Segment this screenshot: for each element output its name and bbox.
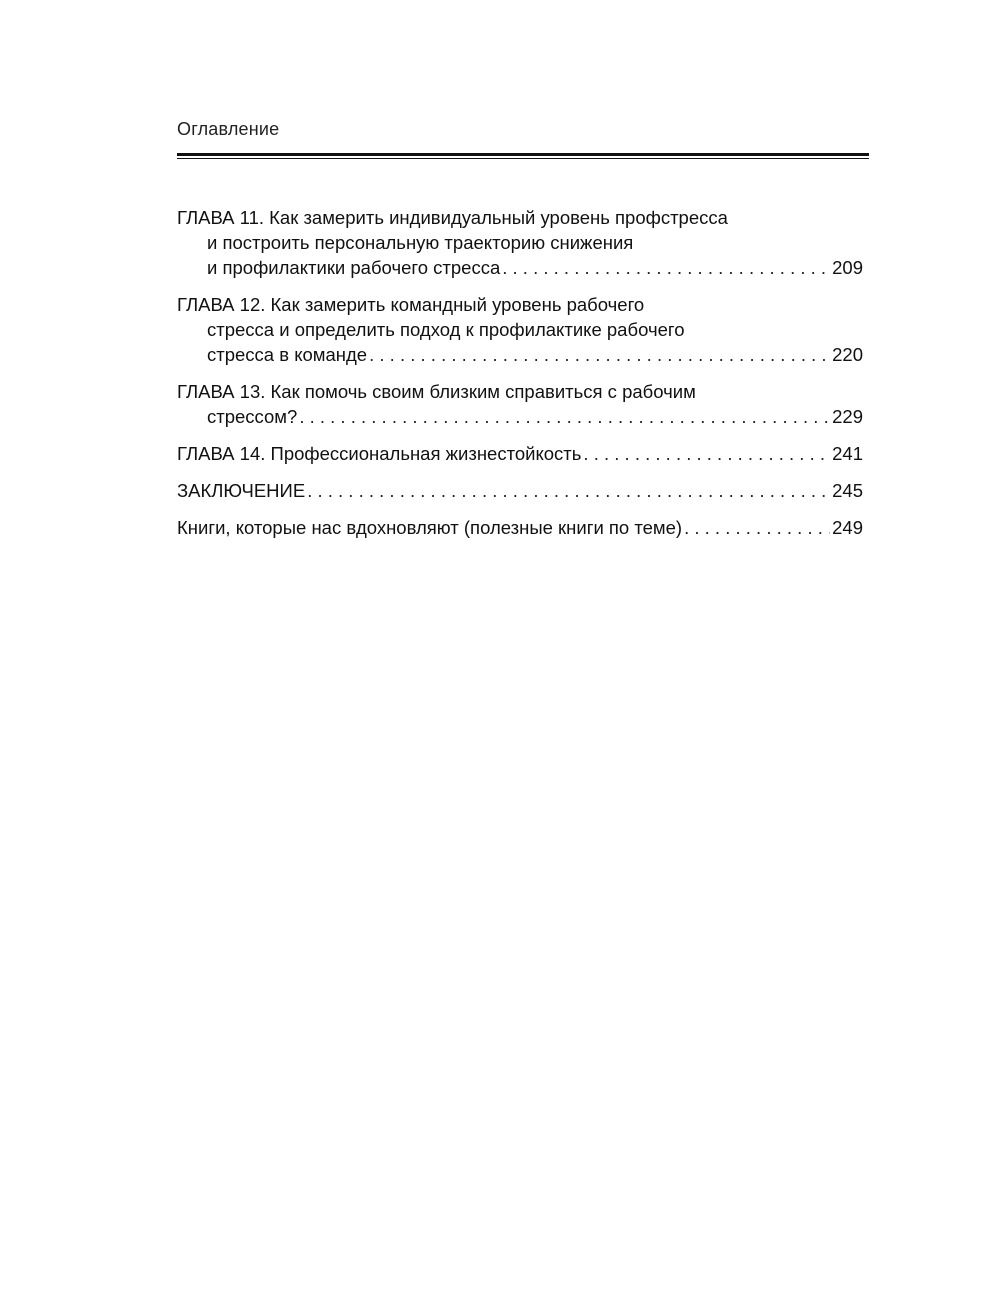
toc-entry-chapter-12: [177, 292, 863, 367]
toc-entry-line: ГЛАВА 13. Как помочь своим близким справиться с рабочим: [177, 381, 696, 402]
toc-entry-chapter-11: [177, 205, 863, 280]
dot-leader: [583, 441, 830, 466]
toc-entry-text: стресса в команде: [207, 344, 368, 365]
toc-page-number: 209: [832, 257, 863, 278]
toc-entry-chapter-13: [177, 379, 863, 429]
dot-leader: [502, 255, 830, 280]
toc-entry-text: ГЛАВА 14. Профессиональная жизнестойкость: [177, 443, 582, 464]
toc-entry-last-line: [177, 255, 863, 280]
toc-entry-last-line: [177, 478, 863, 503]
toc-entry-line: стресса и определить подход к профилактике рабочего: [207, 319, 685, 340]
toc-entry-text: ЗАКЛЮЧЕНИЕ: [177, 480, 306, 501]
toc-entry-line: и построить персональную траекторию снижения: [207, 232, 634, 253]
table-of-contents: [177, 205, 863, 552]
toc-entry-text: Книги, которые нас вдохновляют (полезные книги по теме): [177, 517, 683, 538]
toc-page-number: 241: [832, 443, 863, 464]
toc-page-number: 229: [832, 406, 863, 427]
toc-entry-last-line: [177, 404, 863, 429]
dot-leader: [684, 515, 830, 540]
toc-entry-line: ГЛАВА 12. Как замерить командный уровень рабочего: [177, 294, 645, 315]
toc-entry-chapter-14: [177, 441, 863, 466]
toc-entry-books: [177, 515, 863, 540]
dot-leader: [307, 478, 830, 503]
toc-page-number: 249: [832, 517, 863, 538]
dot-leader: [299, 404, 830, 429]
toc-entry-last-line: [177, 515, 863, 540]
toc-page-number: 220: [832, 344, 863, 365]
running-title: Оглавление: [177, 119, 280, 139]
toc-entry-last-line: [177, 441, 863, 466]
header-rule-thin: [177, 158, 869, 159]
header-rule-thick: [177, 153, 869, 156]
dot-leader: [369, 342, 830, 367]
toc-entry-text: и профилактики рабочего стресса: [207, 257, 501, 278]
toc-entry-conclusion: [177, 478, 863, 503]
toc-entry-text: стрессом?: [207, 406, 298, 427]
toc-page-number: 245: [832, 480, 863, 501]
toc-entry-line: ГЛАВА 11. Как замерить индивидуальный уровень профстресса: [177, 207, 728, 228]
toc-entry-last-line: [177, 342, 863, 367]
